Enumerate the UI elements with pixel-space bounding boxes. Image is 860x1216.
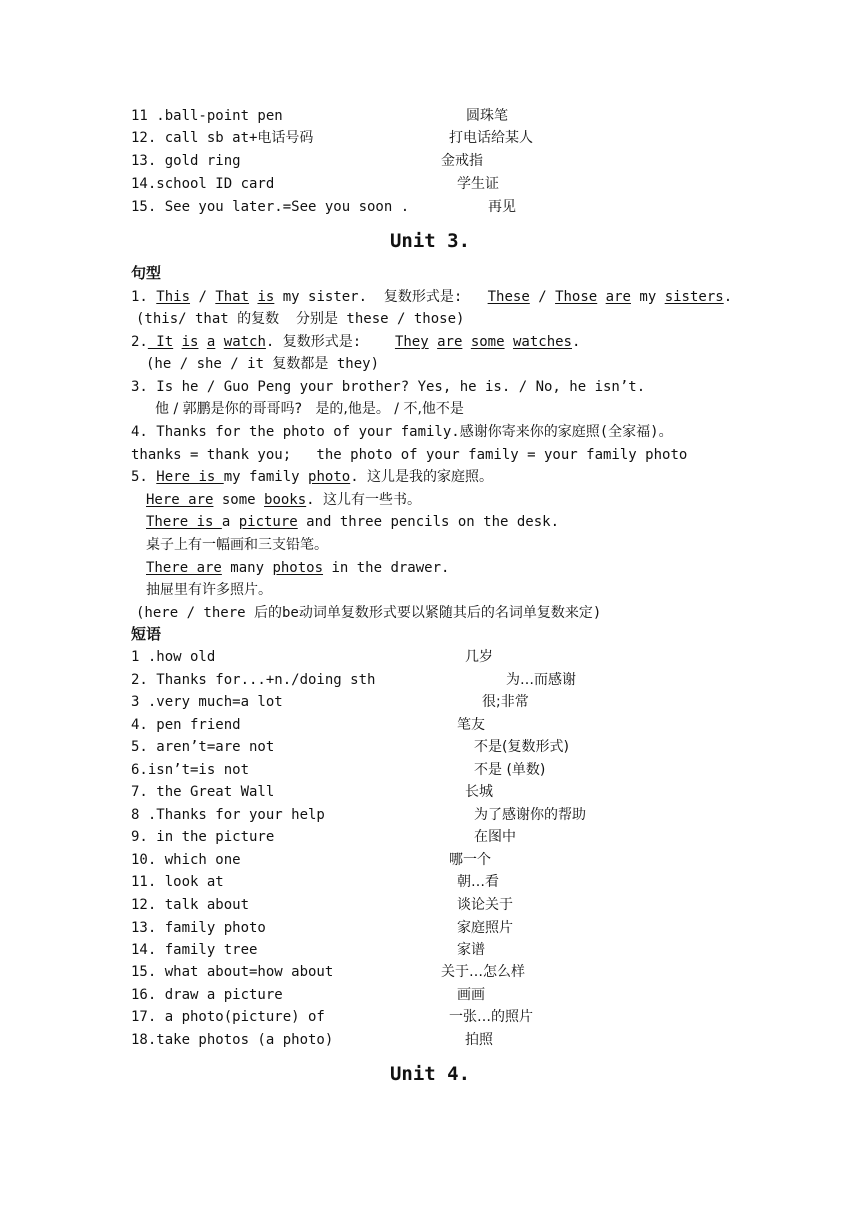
- phrase-meaning: 朝…看: [457, 874, 499, 890]
- phrase-meaning: 在图中: [474, 829, 516, 845]
- vocab-item-11-meaning: 圆珠笔: [466, 108, 508, 124]
- phrase-meaning: 家谱: [457, 942, 485, 958]
- sentence-5: 5. Here is my family photo. 这儿是我的家庭照。: [131, 469, 494, 485]
- vocab-item-15-meaning: 再见: [488, 199, 516, 215]
- sentence-1-note: (this/ that 的复数 分别是 these / those): [136, 311, 465, 327]
- sentence-5-example-photos-translation: 抽屉里有许多照片。: [146, 582, 272, 598]
- sentence-3: 3. Is he / Guo Peng your brother? Yes, he is. / No, he isn’t.: [131, 379, 646, 395]
- phrase-item: 18.take photos (a photo): [131, 1032, 334, 1048]
- unit-3-title: Unit 3.: [389, 230, 471, 252]
- phrase-item: 17. a photo(picture) of: [131, 1009, 325, 1025]
- vocab-item-12: 12. call sb at+电话号码: [131, 130, 314, 146]
- phrase-item: 16. draw a picture: [131, 987, 283, 1003]
- phrase-meaning: 一张…的照片: [449, 1009, 533, 1025]
- phrase-item: 13. family photo: [131, 920, 266, 936]
- vocab-item-13: 13. gold ring: [131, 153, 241, 169]
- phrase-item: 5. aren’t=are not: [131, 739, 275, 755]
- vocab-item-12-meaning: 打电话给某人: [449, 130, 533, 146]
- phrase-meaning: 拍照: [465, 1032, 493, 1048]
- phrase-meaning: 谈论关于: [457, 897, 513, 913]
- sentence-5-example-picture-translation: 桌子上有一幅画和三支铅笔。: [146, 537, 328, 553]
- phrase-meaning: 哪一个: [449, 852, 491, 868]
- phrase-meaning: 为…而感谢: [506, 672, 576, 688]
- sentence-4: 4. Thanks for the photo of your family.感谢你寄来你的家庭照(全家福)。: [131, 424, 673, 440]
- vocab-item-15: 15. See you later.=See you soon .: [131, 199, 410, 215]
- phrase-meaning: 不是(复数形式): [474, 739, 569, 755]
- phrase-meaning: 几岁: [465, 649, 493, 665]
- phrase-meaning: 家庭照片: [457, 920, 513, 936]
- phrase-item: 2. Thanks for...+n./doing sth: [131, 672, 376, 688]
- phrase-item: 8 .Thanks for your help: [131, 807, 325, 823]
- phrase-meaning: 为了感谢你的帮助: [474, 807, 586, 823]
- unit-4-title: Unit 4.: [389, 1063, 471, 1085]
- phrase-item: 14. family tree: [131, 942, 258, 958]
- phrase-item: 15. what about=how about: [131, 964, 334, 980]
- phrase-item: 12. talk about: [131, 897, 250, 913]
- phrase-item: 10. which one: [131, 852, 241, 868]
- sentence-5-example-photos: There are many photos in the drawer.: [146, 560, 450, 576]
- sentence-1: 1. This / That is my sister. 复数形式是: These / Those are my sisters.: [131, 289, 733, 305]
- phrase-item: 4. pen friend: [131, 717, 241, 733]
- sentence-5-example-picture: There is a picture and three pencils on the desk.: [146, 514, 560, 530]
- vocab-item-13-meaning: 金戒指: [441, 153, 483, 169]
- phrase-meaning: 画画: [457, 987, 485, 1003]
- sentence-3-translation: 他 / 郭鹏是你的哥哥吗? 是的,他是。 / 不,他不是: [155, 401, 464, 417]
- phrase-meaning: 不是 (单数): [474, 762, 546, 778]
- phrase-meaning: 笔友: [457, 717, 485, 733]
- vocab-item-11: 11 .ball-point pen: [131, 108, 283, 124]
- phrase-item: 3 .very much=a lot: [131, 694, 283, 710]
- phrase-meaning: 很;非常: [482, 694, 529, 710]
- phrase-meaning: 长城: [465, 784, 493, 800]
- sentence-5-example-books: Here are some books. 这儿有一些书。: [146, 492, 422, 508]
- vocab-item-14-meaning: 学生证: [457, 176, 499, 192]
- sentence-2-note: (he / she / it 复数都是 they): [146, 356, 380, 372]
- phrase-meaning: 关于…怎么样: [441, 964, 525, 980]
- phrase-item: 7. the Great Wall: [131, 784, 275, 800]
- phrases-heading: 短语: [131, 625, 162, 643]
- phrase-item: 9. in the picture: [131, 829, 275, 845]
- sentence-2: 2. It is a watch. 复数形式是: They are some watches.: [131, 334, 581, 350]
- vocab-item-14: 14.school ID card: [131, 176, 275, 192]
- sentence-patterns-heading: 句型: [131, 264, 162, 282]
- sentence-4-explanation: thanks = thank you; the photo of your family = your family photo: [131, 447, 688, 463]
- phrase-item: 6.isn’t=is not: [131, 762, 250, 778]
- phrase-item: 11. look at: [131, 874, 224, 890]
- phrase-item: 1 .how old: [131, 649, 216, 665]
- sentence-5-note: (here / there 后的be动词单复数形式要以紧随其后的名词单复数来定): [136, 605, 602, 621]
